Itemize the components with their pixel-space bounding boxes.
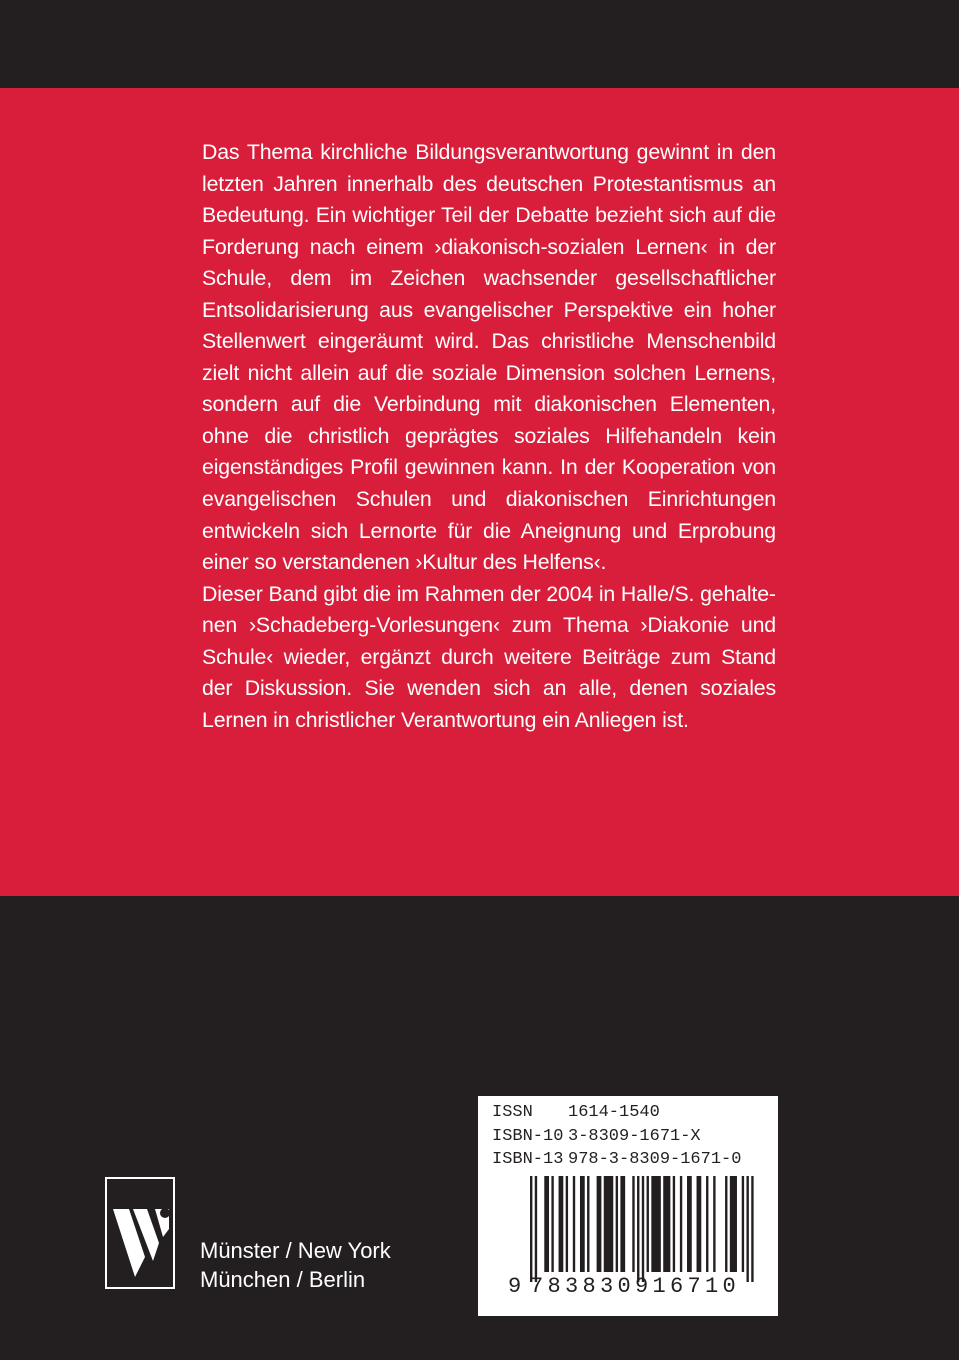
barcode-bar [530,1176,532,1282]
publisher-locations [200,1236,391,1294]
back-cover-blurb [202,137,776,736]
identifier-list [492,1101,741,1172]
isbn-barcode-box [478,1096,778,1316]
barcode-bar [663,1176,670,1272]
barcode-bar [746,1176,748,1282]
isbn13-row [492,1148,741,1172]
barcode-digits: 783830916710 [530,1274,741,1299]
barcode-bar [651,1176,661,1272]
barcode-bar [559,1176,564,1272]
barcode-bar [647,1176,649,1272]
barcode-bar [687,1176,692,1272]
barcode-bar [632,1176,634,1272]
barcode-bar [697,1176,702,1272]
barcode-bar [551,1176,553,1272]
isbn10-value: 3-8309-1671-X [568,1126,701,1146]
publisher-line-2: München / Berlin [200,1267,366,1292]
top-dark-band [0,0,959,88]
barcode-bar [706,1176,708,1272]
barcode-bar [616,1176,618,1272]
barcode-icon [530,1176,756,1282]
barcode-bar [673,1176,675,1272]
barcode-bar [544,1176,549,1272]
barcode-bar [751,1176,753,1282]
barcode-bar [620,1176,625,1272]
barcode-bar [725,1176,727,1272]
issn-row [492,1101,741,1125]
barcode-bar [604,1176,614,1272]
isbn13-label: ISBN-13 [492,1150,564,1169]
barcode-first-digit: 9 [508,1274,522,1299]
isbn10-row [492,1125,741,1149]
barcode-bar [597,1176,602,1272]
blurb-paragraph-2: Dieser Band gibt die im Rahmen der 2004 in Halle/S. gehaltenen ›Schadeberg-Vorlesungen‹ zum Thema ›Diakonie und Schule‹ wieder, ergänzt durch weitere Beiträge zum Stand der Diskussion. Sie wenden sich an alle, denen soziales Lernen in christlicher Verantwortung ein Anliegen ist. [202,581,776,732]
barcode-bar [713,1176,715,1272]
publisher-logo-icon [105,1177,175,1289]
barcode-bar [573,1176,575,1272]
blurb-paragraph-1: Das Thema kirchliche Bildungsverantwortung gewinnt in den letzten Jahren innerhalb des deutschen Protestantismus an Bedeutung. Ein wichtiger Teil der Debatte bezieht sich auf die Forderung nach einem ›diakonisch-sozialen Lernen‹ in der Schule, dem im Zeichen wachsender gesellschaftlicher Entsolidarisierung aus evangelischer Perspektive ein hoher Stellenwert eingeräumt wird. Das christliche Menschenbild zielt nicht allein auf die soziale Dimension solchen Lernens, sondern auf die Verbindung mit diakonischen Elementen, ohne die christlich geprägtes soziales Hilfehandeln kein eigenständiges Profil gewinnen kann. In der Kooperation von evangelischen Schulen und diakonischen Einrichtungen entwickeln sich Lernorte für die Aneignung und Erprobung einer so verstandenen ›Kultur des Helfens‹. [202,140,776,575]
barcode-bar [637,1176,639,1282]
barcode-bar [566,1176,568,1272]
issn-label: ISSN [492,1103,533,1122]
isbn13-value: 978-3-8309-1671-0 [568,1150,742,1169]
barcode-bar [587,1176,589,1272]
barcode-bar [680,1176,682,1272]
barcode-bar [580,1176,585,1272]
publisher-line-1: Münster / New York [200,1238,391,1263]
barcode-bar [730,1176,737,1272]
isbn10-label: ISBN-10 [492,1126,564,1146]
barcode-bar [642,1176,644,1282]
barcode-bar [535,1176,537,1282]
issn-value: 1614-1540 [568,1103,660,1122]
barcode-bar [742,1176,744,1272]
